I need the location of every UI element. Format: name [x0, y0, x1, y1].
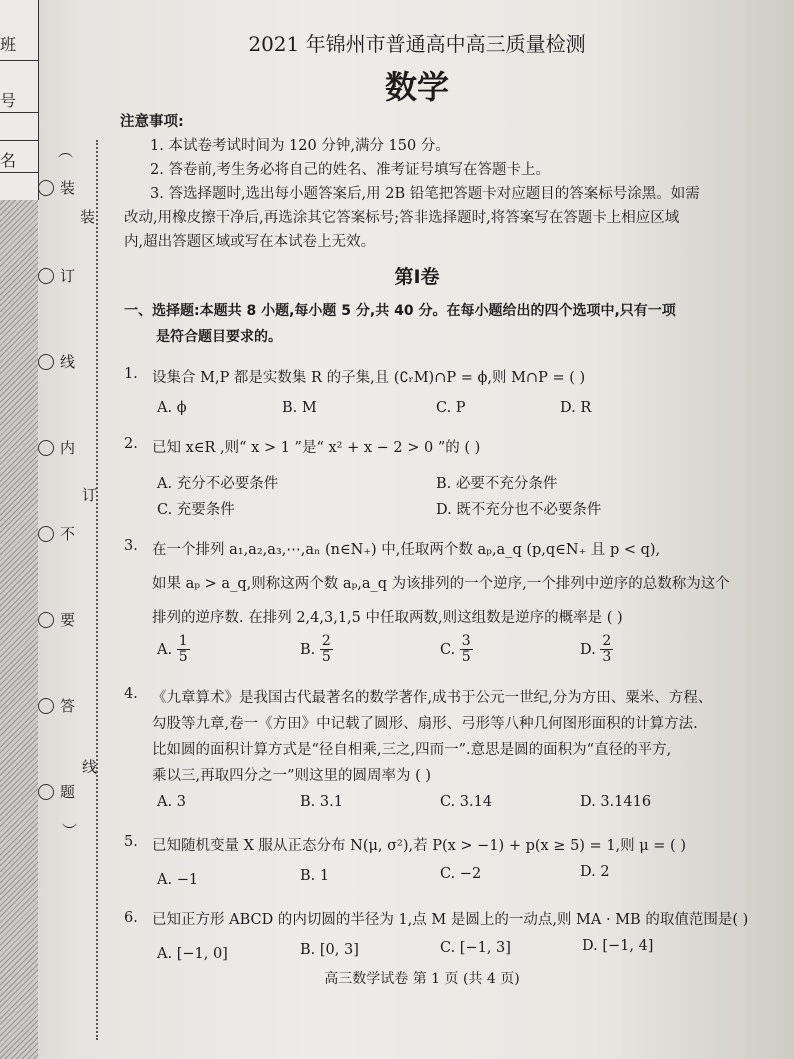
option-a: A. −1 — [157, 872, 199, 888]
fraction — [600, 634, 613, 666]
denominator: 5 — [461, 649, 471, 666]
subject-title: 数学 — [384, 68, 449, 106]
binding-word: 答 — [60, 697, 76, 715]
name-label: 名 — [0, 151, 17, 170]
binding-word: 订 — [60, 267, 76, 285]
question-number: 2. — [124, 436, 138, 452]
option-b: B. 3.1 — [300, 794, 343, 810]
option-c: C. 3.14 — [440, 794, 493, 810]
option-b — [300, 634, 333, 666]
numerator: 2 — [321, 633, 331, 649]
option-label: B. — [300, 641, 316, 658]
numerator: 1 — [178, 633, 188, 649]
part-title: 第Ⅰ卷 — [394, 266, 440, 288]
binding-word-ding: 订 — [82, 486, 98, 504]
question-stem: 已知正方形 ABCD 的内切圆的半径为 1,点 M 是圆上的一动点,则 MA · MB 的取值范围是( ) — [152, 912, 749, 928]
option-label: D. — [580, 641, 596, 658]
form-divider — [0, 140, 38, 141]
option-d: D. R — [560, 400, 592, 416]
denominator: 5 — [178, 649, 188, 666]
section-heading: 是符合题目要求的。 — [156, 329, 282, 345]
binding-word: 线 — [60, 353, 76, 371]
notice-line: 2. 答卷前,考生务必将自己的姓名、准考证号填写在答题卡上。 — [150, 162, 551, 178]
option-d: D. 2 — [580, 864, 610, 880]
binding-circle — [38, 612, 54, 628]
question-stem: 勾股等九章,卷一《方田》中记载了圆形、扇形、弓形等八种几何图形面积的计算方法. — [152, 716, 698, 732]
option-a: A. [−1, 0] — [157, 946, 228, 962]
binding-word-xian: 线 — [82, 758, 98, 776]
form-divider — [0, 112, 38, 113]
binding-circle — [38, 354, 54, 370]
notice-line: 3. 答选择题时,选出每小题答案后,用 2B 铅笔把答题卡对应题目的答案标号涂黑。如需 — [150, 186, 700, 202]
binding-circle — [38, 440, 54, 456]
binding-word: 装 — [60, 179, 76, 197]
question-stem: 设集合 M,P 都是实数集 R 的子集,且 (∁ᵣM)∩P = ϕ,则 M∩P = ( ) — [152, 370, 586, 386]
numerator: 2 — [602, 633, 612, 649]
option-a — [157, 634, 190, 666]
question-number: 4. — [124, 686, 138, 702]
option-d: D. [−1, 4] — [582, 938, 654, 954]
notice-line: 改动,用橡皮擦干净后,再选涂其它答案标号;答非选择题时,将答案写在答题卡上相应区域 — [124, 210, 680, 226]
class-label: 班 — [0, 35, 17, 54]
question-stem: 《九章算术》是我国古代最著名的数学著作,成书于公元一世纪,分为方田、粟米、方程、 — [152, 690, 713, 706]
option-b: B. [0, 3] — [300, 942, 359, 958]
binding-word-zhuang: 装 — [80, 208, 96, 226]
option-b: B. M — [282, 400, 317, 416]
option-d: D. 既不充分也不必要条件 — [436, 502, 602, 518]
option-a: A. ϕ — [157, 400, 187, 416]
option-a: A. 3 — [157, 794, 186, 810]
option-b: B. 必要不充分条件 — [436, 476, 558, 492]
option-label: C. — [440, 641, 456, 658]
question-stem: 如果 aₚ > a_q,则称这两个数 aₚ,a_q 为该排列的一个逆序,一个排列中逆序的总数称为这个 — [152, 576, 730, 592]
option-c — [440, 634, 473, 666]
form-divider — [0, 60, 38, 61]
option-a: A. 充分不必要条件 — [157, 476, 279, 492]
question-stem: 排列的逆序数. 在排列 2,4,3,1,5 中任取两数,则这组数是逆序的概率是 ( ) — [152, 610, 623, 626]
fraction — [320, 634, 333, 666]
binding-paren-close: ︶ — [62, 822, 78, 840]
notice-line: 1. 本试卷考试时间为 120 分钟,满分 150 分。 — [150, 138, 450, 154]
binding-word: 内 — [60, 439, 76, 457]
fraction — [460, 634, 473, 666]
option-c: C. [−1, 3] — [440, 940, 511, 956]
section-heading: 一、选择题:本题共 8 小题,每小题 5 分,共 40 分。在每小题给出的四个选项中,只有一项 — [124, 303, 676, 319]
fraction — [177, 634, 190, 666]
option-label: A. — [157, 641, 173, 658]
form-divider — [0, 172, 38, 173]
option-b: B. 1 — [300, 868, 330, 884]
denominator: 3 — [602, 649, 612, 666]
binding-circle — [38, 180, 54, 196]
question-stem: 已知 x∈R ,则“ x > 1 ”是“ x² + x − 2 > 0 ”的 ( ) — [152, 440, 481, 456]
binding-circle — [38, 784, 54, 800]
binding-circle — [38, 698, 54, 714]
question-stem: 乘以三,再取四分之一”则这里的圆周率为 ( ) — [152, 768, 432, 784]
option-c: C. P — [436, 400, 466, 416]
numerator: 3 — [461, 633, 471, 649]
notice-line: 内,超出答题区域或写在本试卷上无效。 — [124, 234, 376, 250]
option-c: C. 充要条件 — [157, 502, 235, 518]
question-number: 5. — [124, 834, 138, 850]
denominator: 5 — [321, 649, 331, 666]
binding-paren-open: ︵ — [58, 142, 74, 160]
question-stem: 已知随机变量 X 服从正态分布 N(μ, σ²),若 P(x > −1) + p(x ≥ 5) = 1,则 μ = ( ) — [152, 838, 686, 854]
question-stem: 在一个排列 a₁,a₂,a₃,⋯,aₙ (n∈N₊) 中,任取两个数 aₚ,a_q (p,q∈N₊ 且 p < q), — [152, 542, 661, 558]
option-d: D. 3.1416 — [580, 794, 652, 810]
option-c: C. −2 — [440, 866, 482, 882]
binding-circle — [38, 526, 54, 542]
question-number: 6. — [124, 910, 138, 926]
number-label: 号 — [0, 91, 17, 110]
binding-word: 题 — [60, 783, 76, 801]
page-footer: 高三数学试卷 第 1 页 (共 4 页) — [324, 971, 520, 987]
option-d — [580, 634, 613, 666]
notice-heading: 注意事项: — [120, 114, 184, 130]
question-number: 3. — [124, 538, 138, 554]
question-number: 1. — [124, 366, 138, 382]
binding-word: 不 — [60, 525, 76, 543]
exam-title: 2021 年锦州市普通高中高三质量检测 — [248, 32, 586, 56]
binding-word: 要 — [60, 611, 76, 629]
question-stem: 比如圆的面积计算方式是“径自相乘,三之,四而一”.意思是圆的面积为“直径的平方, — [152, 742, 672, 758]
